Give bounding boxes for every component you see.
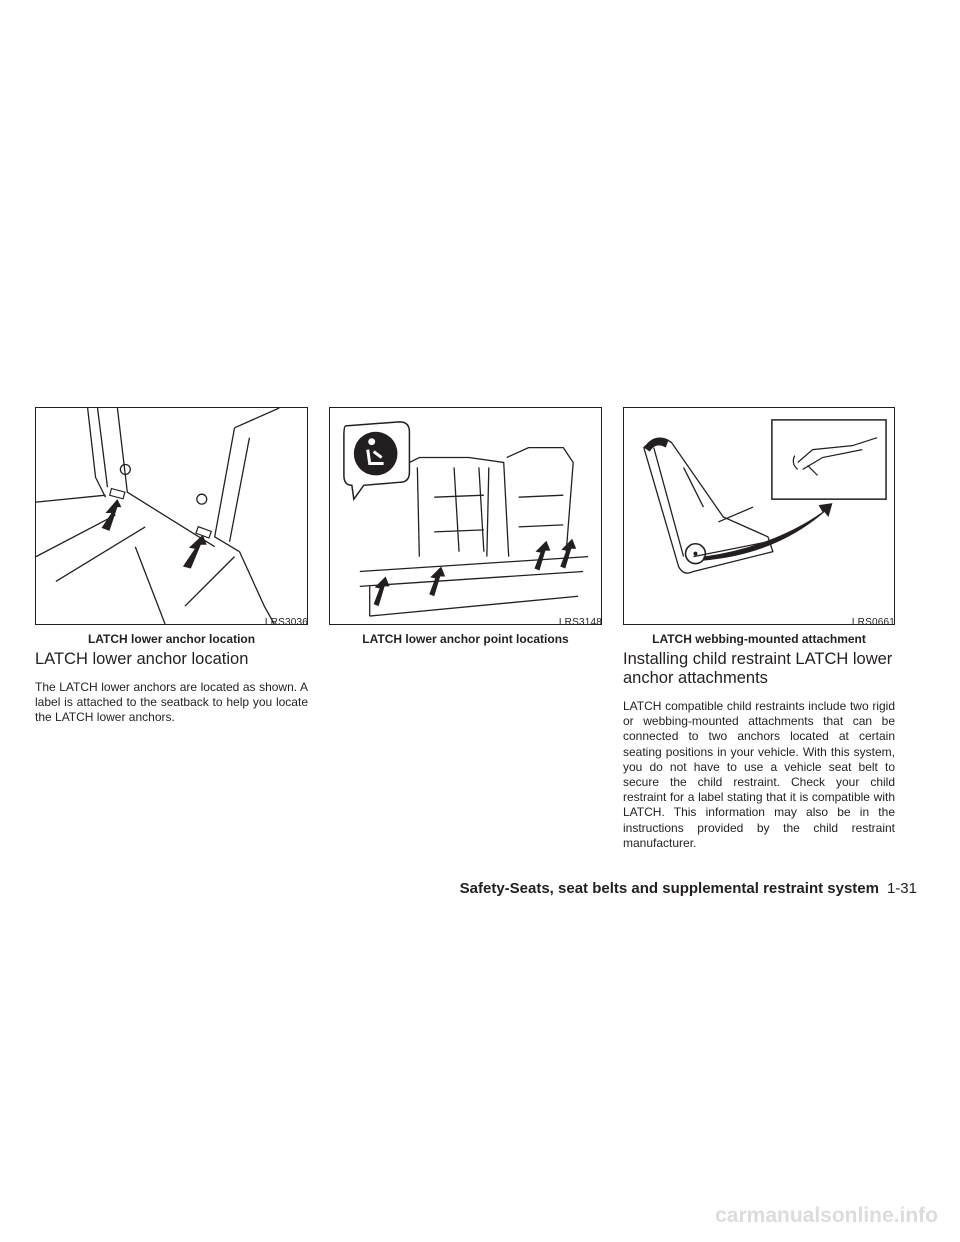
- section-heading-installing-attachments: Installing child restraint LATCH lower anchor attachments: [623, 650, 893, 687]
- figure-code: LRS3148: [558, 617, 602, 628]
- child-seat-label-icon: [344, 422, 410, 499]
- arrow-icon: [183, 535, 207, 569]
- figure-lower-anchor-location: [35, 407, 308, 625]
- figure-caption: LATCH webbing-mounted attachment: [652, 632, 866, 646]
- arrow-icon: [534, 541, 550, 571]
- figure-caption: LATCH lower anchor location: [87, 632, 256, 646]
- figure-caption: LATCH lower anchor point locations: [362, 632, 569, 646]
- arrow-icon: [374, 576, 390, 606]
- section-body-installing-attachments: LATCH compatible child restraints include two rigid or webbing-mounted attachments that can be connected to two anchors located at certain seating positions in your vehicle. With this system, you do not have to use a vehicle seat belt to secure the child restraint. Check your child restraint for a label stating that it is compatible with LATCH. This information may also be in the instructions provided by the child restraint manufacturer.: [623, 699, 895, 850]
- section-body-lower-anchor-location: The LATCH lower anchors are located as shown. A label is attached to the seatback to help you locate the LATCH lower anchors.: [35, 680, 308, 725]
- figure-code: LRS3036: [264, 617, 308, 628]
- arrow-icon: [560, 539, 576, 569]
- watermark: carmanualsonline.info: [715, 1204, 938, 1227]
- page-footer: [460, 880, 917, 897]
- footer-section-title: Safety-Seats, seat belts and supplemental restraint system: [459, 880, 879, 897]
- figure-lower-anchor-points: [329, 407, 602, 625]
- seat-anchor-illustration: [36, 408, 307, 624]
- figure-webbing-attachment: [623, 407, 895, 625]
- figure-code: LRS0661: [851, 617, 895, 628]
- curved-arrow-icon: [703, 503, 832, 560]
- arrow-icon: [102, 499, 122, 531]
- page-number: 1-31: [886, 880, 917, 897]
- rear-seat-illustration: [330, 408, 601, 624]
- child-seat-illustration: [624, 408, 894, 624]
- section-heading-lower-anchor-location: LATCH lower anchor location: [35, 650, 249, 668]
